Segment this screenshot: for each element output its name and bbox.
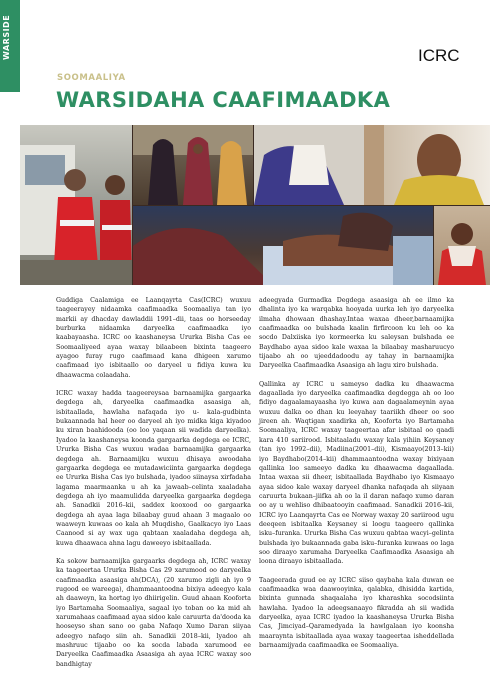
photo-patient — [133, 206, 433, 285]
child-scene-graphic — [254, 125, 490, 205]
paragraph: adeegyada Gurmadka Degdega asaasiga ah ee ilmo ka dhalinta iyo ka warqabka hooyada uurka leh iyo daryeelka ilmaha dhowaan dhashay.Intaa waxaa dheer,barnaamijka caafimaadka oo bulshada kaalin firfircoon ku leh oo ka socdo Dalxiiska iyo kormeerka ku saleysan bulshada ee Baydhabo ayaa sidoo kale waxaa la bilaabay masharuucyo tijaabo ah oo ujeeddadoodu ay tahay in barnaamijka Daryeelka Caafimaadka Asaasiga ah lagu xiro bulshada. — [259, 297, 454, 370]
women-scene-graphic — [133, 125, 253, 205]
photo-women — [133, 125, 253, 205]
page-title: WARSIDAHA CAAFIMAADKA — [56, 88, 391, 112]
photo-child-red — [434, 206, 490, 285]
photo-child — [254, 125, 490, 205]
icrc-logo: ICRC — [418, 46, 460, 65]
side-tab-label: WARSIDE — [2, 14, 11, 60]
paragraph: Guddiga Caalamiga ee Laanqayrta Cas(ICRC) wuxuu taageerayey nidaamka caafimaadka Soomaaliya tan iyo markii ay dhacday dawladdii 1991–dii, taas oo horseeday burburka nidaamka daryeelka caafimaadka iyo kaabayaasha. ICRC oo kaashaneysa Ururka Bisha Cas ee Soomaaliyeed ayaa waxay bilaabeen bixinta taageero ayagoo furay rugo caafimaad kana dhigeen xarumo caafimaad iyo isbitaallo oo daryeel u fidiya kuwa ku dhaawacma colaadaha. — [56, 297, 251, 379]
photo-collage — [20, 125, 490, 285]
child-red-graphic — [434, 206, 490, 285]
language-label: SOOMAALIYA — [57, 73, 126, 83]
ambulance-scene-graphic — [20, 125, 132, 285]
side-tab — [0, 0, 20, 92]
article-column-right — [259, 296, 454, 659]
paragraph: Taageerada guud ee ay ICRC siiso qaybaha kala duwan ee caafimaadka waa daawooyinka, qalabka, dhisidda kartida, bixinta gunnada shaqaalaha iyo kharashka socodsiinta hawlaha. Iyadoo la adeegsanaayo fikradda ah sii wadida daryeelka, ayaa ICRC iyadoo la kaashaneysa Ururka Bisha Cas, Jimciyad–Qaramedyada la hawlgalaan iyo koonsha maaraynta isbitaallada ayaa waxay taageertaa isheddellada barnaamijyada caafimaadka ee Soomaaliya. — [259, 576, 454, 650]
patient-scene-graphic — [133, 206, 433, 285]
article-column-left — [56, 296, 251, 678]
paragraph: ICRC waxay hadda taageereysaa barnaamijka gargaarka degdega ah, daryeelka caafimaadka asaasiga ah, isbitaallada, hawlaha nafaqada iyo u- kala-gudbinta bukaannada hal heer oo daryeel ah iyo midka kiga kiyadoo ku xiran baahidooda (oo loo yaqaan sii wadida daryeelka). Iyadoo la kaashaneysa koonda gargaarka degdega ee ICRC, Ururka Bisha Cas wuxuu wadaa barnaamijka gargaarka degdega ah. Barnaamijku wuxuu dhisaya awoodaha gargaarka degdega ee mutadawiciinta gargaarka degdega ee Ururka Bisha Cas iyo bulshada, iyadoo siinaysa xirfadaha lagama maarmaanka u ah ka jawaab–celinta xaaladaha degdega ah iyo maamulidda daryeelka gargaarka degdega ah. Sanadkii 2016–kii, saddex kooxood oo gargaarka degdega ah ayaa laga bilaabay guud ahaan 3 magaalo oo waaweyn kuwaas oo kala ah Muqdisho, Gaalkacyo iyo Laas Caanood si ay wax uga qabtaan xaaladaha degdega ah, kuwa dhaawaca ahna lagu daweeyo isbitaallada. — [56, 390, 251, 547]
paragraph: Ka sokow barnaamijka gargaarks degdega ah, ICRC waxay ka taageertaa Ururka Bisha Cas 29 xarumood oo daryeelka caafimaadka asaasiga ah(DCA), (20 xarumo zigli ah iyo 9 rugood ee wareega), dhammaantoodna bixiya adeegyo kala ah daaweyn, ka hortag iyo dhiirigelin. Guud ahaan Kooforta iyo Bartamaha Soomaaliya, sagaal iyo toban oo ka mid ah xarumahaas caafimaad ayaa sidoo kale caruurta da'dooda ka hooseyso shan sano oo gaba Nafaqo Xumo Daran siiyaa adeegyo nafaqo siin ah. Sanadkii 2018–kii, lyadoo ah mashruuc tijaabo oo ka socda labada xarumood ee Daryeelka Caafimaadka Asaasiga ah ayaa ICRC waxay soo bandhigtay — [56, 557, 251, 668]
photo-ambulance — [20, 125, 132, 285]
paragraph: Qallinka ay ICRC u sameyso dadka ku dhaawacma dagaallada iyo daryeelka caafimaadka degdegga ah oo loo fidiyo dagaalamayaasha iyo kuwa aan dagaalameynin ayaa wuxuu dalka oo dhan ku leeyahay taariikh dheer oo soo jireen ah. Waqtigan xaadirka ah, Kooforta iyo Bartamaha Soomaaliya, ICRC waxay taageertaa afar isbitaal oo qaadi kara 410 sariirood. Isbitaaladu waxay kala yihiin Keysaney (tan iyo 1992–dii), Madiina(2001–dii), Kismaayo(2013–kii) iyo Baydhabo(2014–kii) dhammaantoodna waxay bixiyaan qallinka loo sameeyo dadka ku dhaawacma dagaallada. Intaa waxaa sii dheer, isbitaallada Baydhabo iyo Kismaayo ayaa sidoo kale waxay daryeel dhanka nafaqada ah siiyaan caruurta bukaan–jiifka ah oo la il daran nafaqo xumo daran oo ay u wehliso dhibaatooyin caafimaad. Sanadkii 2016–kii, ICRC iyo Laanqayrta Cas ee Norway waxay 20 sariirood ugu deeqeen isbitaalka Keysaney si loogu taageero qallinka isku–furanka. Ururka Bisha Cas wuxuu qabtaa wacyi–gelinta bulshada iyo bukaannada gaba isku–furanka kuwaas oo laga soo diraayo xarumaha Daryeelka Caafimaadka Asaasiga ah loona diraayo isbitaallada. — [259, 380, 454, 566]
